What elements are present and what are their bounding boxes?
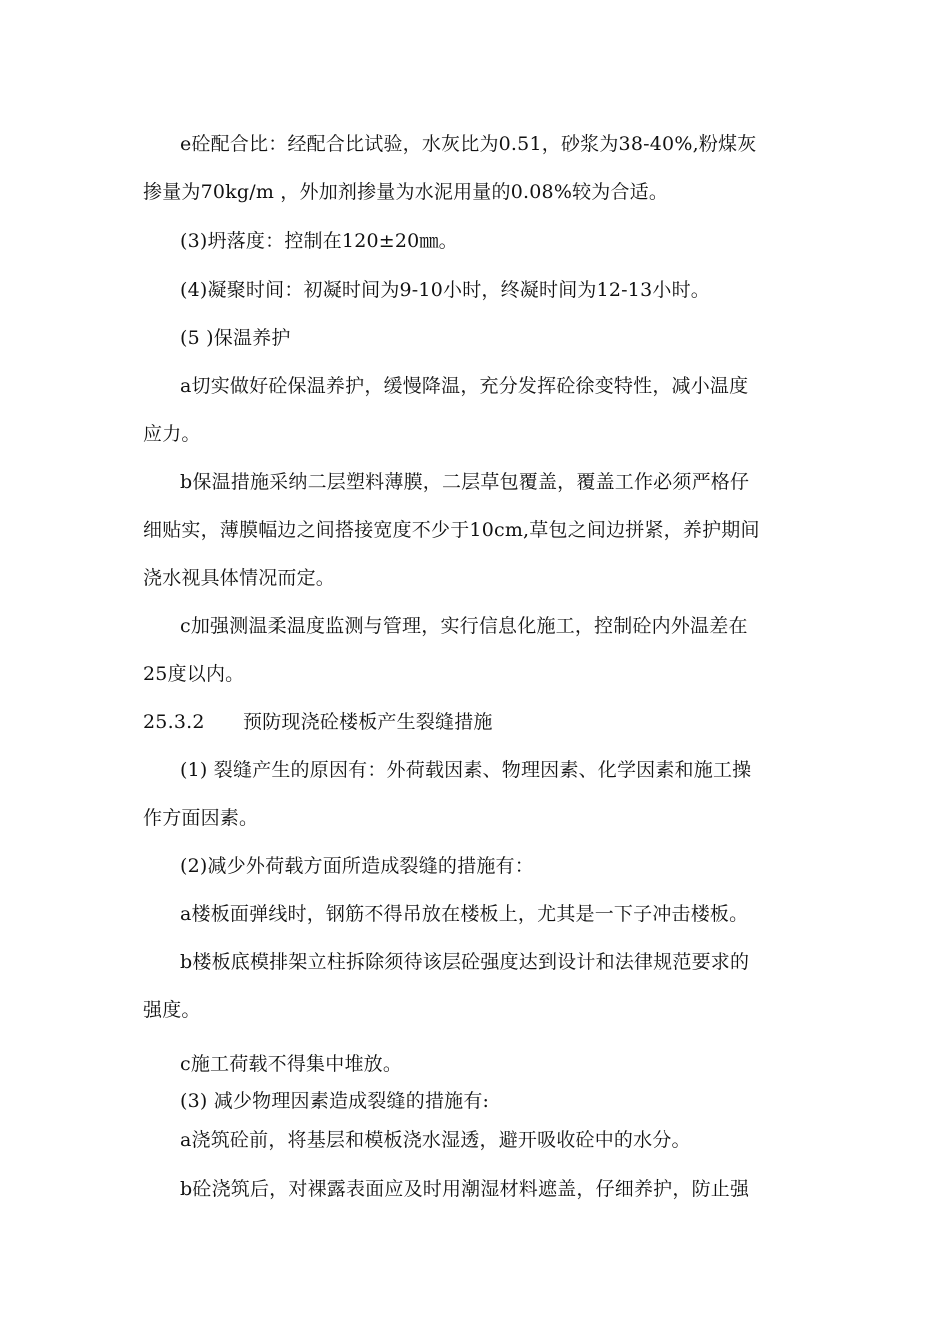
paragraph-line: e砼配合比：经配合比试验，水灰比为0.51，砂浆为38-40%,粉煤灰 — [180, 133, 757, 155]
paragraph-line: 作方面因素。 — [143, 807, 259, 829]
paragraph-line: c加强测温柔温度监测与管理，实行信息化施工，控制砼内外温差在 — [180, 615, 748, 637]
paragraph-line: 25度以内。 — [143, 663, 245, 685]
paragraph-line: 浇水视具体情况而定。 — [143, 567, 336, 589]
paragraph-line: 掺量为70kg/m ，外加剂掺量为水泥用量的0.08%较为合适。 — [143, 181, 669, 203]
paragraph-line: (5 )保温养护 — [180, 327, 291, 349]
paragraph-line: (2)减少外荷载方面所造成裂缝的措施有： — [180, 855, 534, 877]
paragraph-line: 细贴实，薄膜幅边之间搭接宽度不少于10cm,草包之间边拼紧，养护期间 — [143, 519, 760, 541]
paragraph-line: c施工荷载不得集中堆放。 — [180, 1053, 403, 1075]
paragraph-line: (3)坍落度：控制在120±20㎜。 — [180, 230, 458, 252]
paragraph-line: 应力。 — [143, 423, 201, 445]
paragraph-line: a切实做好砼保温养护，缓慢降温，充分发挥砼徐变特性，减小温度 — [180, 375, 749, 397]
paragraph-line: b楼板底模排架立柱拆除须待该层砼强度达到设计和法律规范要求的 — [180, 951, 750, 973]
paragraph-line: 强度。 — [143, 999, 201, 1021]
paragraph-line: (1) 裂缝产生的原因有：外荷载因素、物理因素、化学因素和施工操 — [180, 759, 752, 781]
paragraph-line: (3) 减少物理因素造成裂缝的措施有: — [180, 1090, 490, 1112]
paragraph-line: b保温措施采纳二层塑料薄膜，二层草包覆盖，覆盖工作必须严格仔 — [180, 471, 750, 493]
paragraph-line: b砼浇筑后，对裸露表面应及时用潮湿材料遮盖，仔细养护，防止强 — [180, 1178, 750, 1200]
paragraph-line: a浇筑砼前，将基层和模板浇水湿透，避开吸收砼中的水分。 — [180, 1129, 691, 1151]
paragraph-line: a楼板面弹线时，钢筋不得吊放在楼板上，尤其是一下子冲击楼板。 — [180, 903, 749, 925]
section-heading: 25.3.2 预防现浇砼楼板产生裂缝措施 — [143, 711, 493, 733]
paragraph-line: (4)凝聚时间：初凝时间为9-10小时，终凝时间为12-13小时。 — [180, 279, 710, 301]
